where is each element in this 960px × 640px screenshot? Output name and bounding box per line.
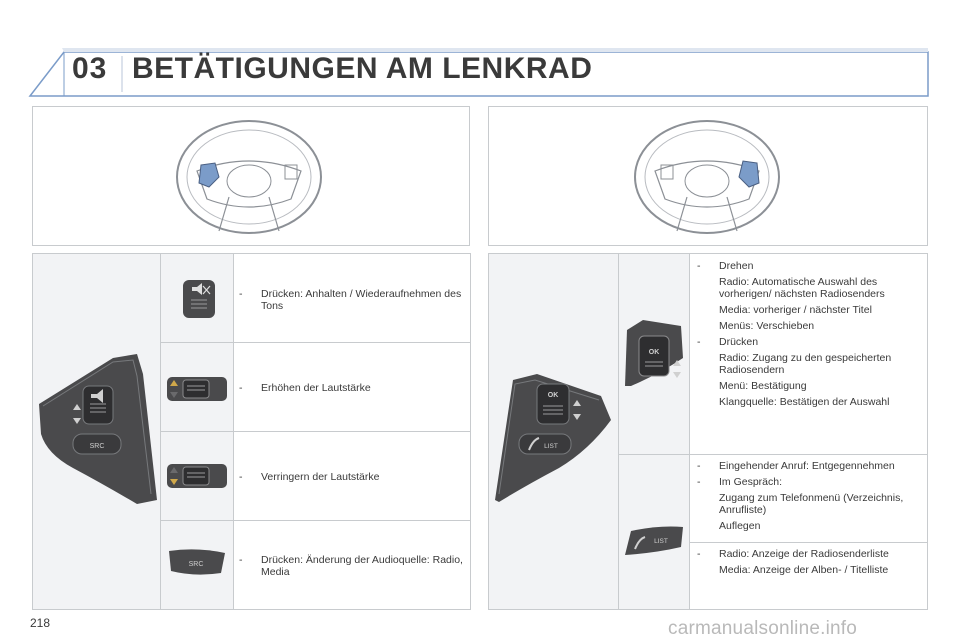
list-button-label: LIST <box>654 538 668 545</box>
ok-wheel-icon <box>619 254 689 454</box>
steering-wheel-left-illustration <box>33 107 469 245</box>
volume-up-cell <box>161 343 233 431</box>
right-control-pad-illustration <box>489 254 618 609</box>
left-row-2-text: - Erhöhen der Lautstärke <box>239 382 371 394</box>
right-row-1-text: - Drehen Radio: Automatische Auswahl des vorherigen/ nächsten Radiosenders Media: vorheriger / nächster Titel Menüs: Verschieben - Drücken Radio: Zugang zu den gespeicherten Radiosendern Menü: Bestätigung Klangquelle: Bestätigen der Auswahl <box>697 260 892 408</box>
src-label: SRC <box>89 443 105 450</box>
steering-wheel-right-panel <box>488 106 928 246</box>
page-number: 218 <box>30 616 51 630</box>
mute-button-cell <box>161 254 233 342</box>
list-label: LIST <box>544 443 558 450</box>
volume-down-icon <box>161 432 233 520</box>
right-row-2-text: - Eingehender Anruf: Entgegennehmen - Im Gespräch: Zugang zum Telefonmenü (Verzeichnis, Anrufliste) Auflegen <box>697 460 904 532</box>
volume-up-icon <box>161 343 233 431</box>
left-row-4-text: - Drücken: Änderung der Audioquelle: Radio, Media <box>239 554 463 578</box>
src-button-icon <box>161 521 233 609</box>
left-overview-cell <box>33 254 160 609</box>
src-button-label: SRC <box>188 561 204 568</box>
steering-wheel-right-illustration <box>489 107 927 245</box>
ok-label: OK <box>547 392 559 399</box>
ok-wheel-label: OK <box>648 349 660 356</box>
list-button-cell <box>619 455 689 609</box>
left-controls-table <box>32 253 471 610</box>
left-control-pad-illustration <box>33 254 160 609</box>
list-button-icon <box>619 455 689 609</box>
watermark: carmanualsonline.info <box>668 618 858 639</box>
left-row-3-text: - Verringern der Lautstärke <box>239 471 380 483</box>
left-row-1-text: - Drücken: Anhalten / Wiederaufnehmen des Tons <box>239 288 462 312</box>
ok-wheel-cell <box>619 254 689 454</box>
src-button-cell <box>161 521 233 609</box>
right-overview-cell <box>489 254 618 609</box>
page-title: BETÄTIGUNGEN AM LENKRAD <box>132 52 593 85</box>
right-row-3-text: - Radio: Anzeige der Radiosenderliste Media: Anzeige der Alben- / Titelliste <box>697 548 889 576</box>
mute-button-icon <box>161 254 233 342</box>
right-controls-table <box>488 253 928 610</box>
chapter-number: 03 <box>72 52 108 85</box>
volume-down-cell <box>161 432 233 520</box>
steering-wheel-left-panel <box>32 106 470 246</box>
